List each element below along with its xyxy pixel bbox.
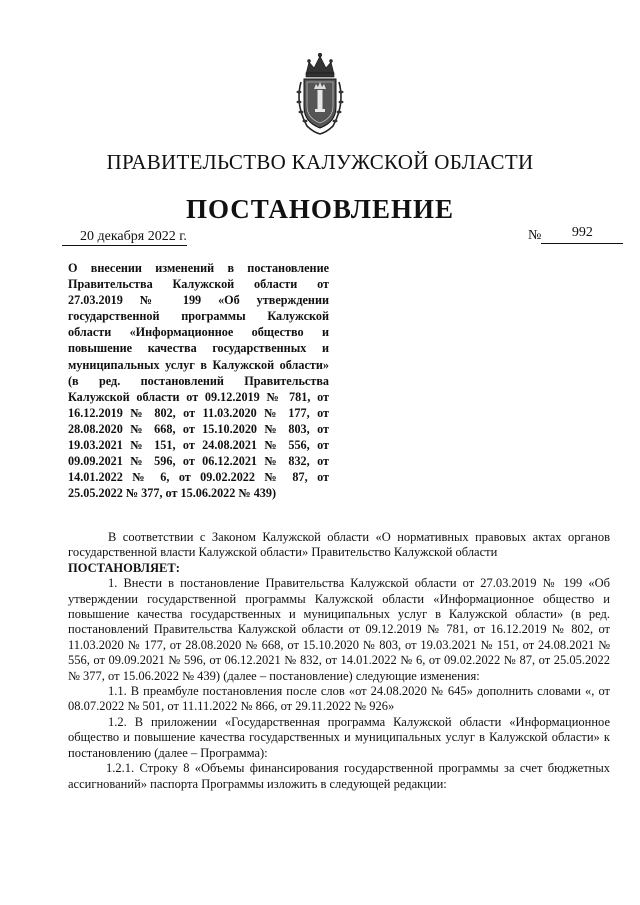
coat-of-arms-icon — [293, 52, 347, 138]
document-date: 20 декабря 2022 г. — [62, 228, 187, 246]
number-sign: № — [528, 228, 542, 243]
resolves-heading: ПОСТАНОВЛЯЕТ: — [68, 560, 180, 575]
preamble-paragraph: В соответствии с Законом Калужской области «О нормативных правовых актах органов государственной власти Калужской области» Правительство Калужской области — [68, 530, 610, 560]
item-1-2-paragraph: 1.2. В приложении «Государственная программа Калужской области «Информационное общество и повышение качества государственных и муниципальных услуг в Калужской области» к постановлению (далее – Программа): — [68, 714, 610, 760]
item-1-2-1-paragraph: 1.2.1. Строку 8 «Объемы финансирования государственной программы за счет бюджетных ассигнований» паспорта Программы изложить в следующей редакции: — [68, 761, 610, 791]
document-number: 992 — [541, 224, 623, 244]
item-1-1-paragraph: 1.1. В преамбуле постановления после слов «от 24.08.2020 № 645» дополнить словами «, от 08.07.2022 № 501, от 11.11.2022 № 866, от 29.11.2022 № 926» — [68, 684, 610, 714]
document-type-title: ПОСТАНОВЛЕНИЕ — [185, 194, 455, 224]
item-1-paragraph: 1. Внести в постановление Правительства Калужской области от 27.03.2019 № 199 «Об утверждении государственной программы Калужской области «Информационное общество и повышение качества государственных и муниципальных услуг в Калужской области» (в ред. постановлений Правительства Калужской области от 09.12.2019 № 781, от 16.12.2019 № 802, от 11.03.2020 № 177, от 28.08.2020 № 668, от 15.10.2020 № 803, от 19.03.2021 № 151, от 24.08.2021 № 556, от 09.09.2021 № 596, от 06.12.2021 № 832, от 14.01.2022 № 6, от 09.02.2022 № 87, от 25.05.2022 № 377, от 15.06.2022 № 439) (далее – постановление) следующие изменения: — [68, 576, 610, 683]
document-number-block — [528, 224, 623, 244]
government-name: ПРАВИТЕЛЬСТВО КАЛУЖСКОЙ ОБЛАСТИ — [106, 150, 534, 174]
document-body — [68, 530, 610, 792]
document-subject: О внесении изменений в постановление Правительства Калужской области от 27.03.2019 № 199 «Об утверждении государственной программы Калужской области «Информационное общество и повышение качества государственных и муниципальных услуг в Калужской области» (в ред. постановлений Правительства Калужской области от 09.12.2019 № 781, от 16.12.2019 № 802, от 11.03.2020 № 177, от 28.08.2020 № 668, от 15.10.2020 № 803, от 19.03.2021 № 151, от 24.08.2021 № 556, от 09.09.2021 № 596, от 06.12.2021 № 832, от 14.01.2022 № 6, от 09.02.2022 № 87, от 25.05.2022 № 377, от 15.06.2022 № 439) — [68, 261, 329, 501]
